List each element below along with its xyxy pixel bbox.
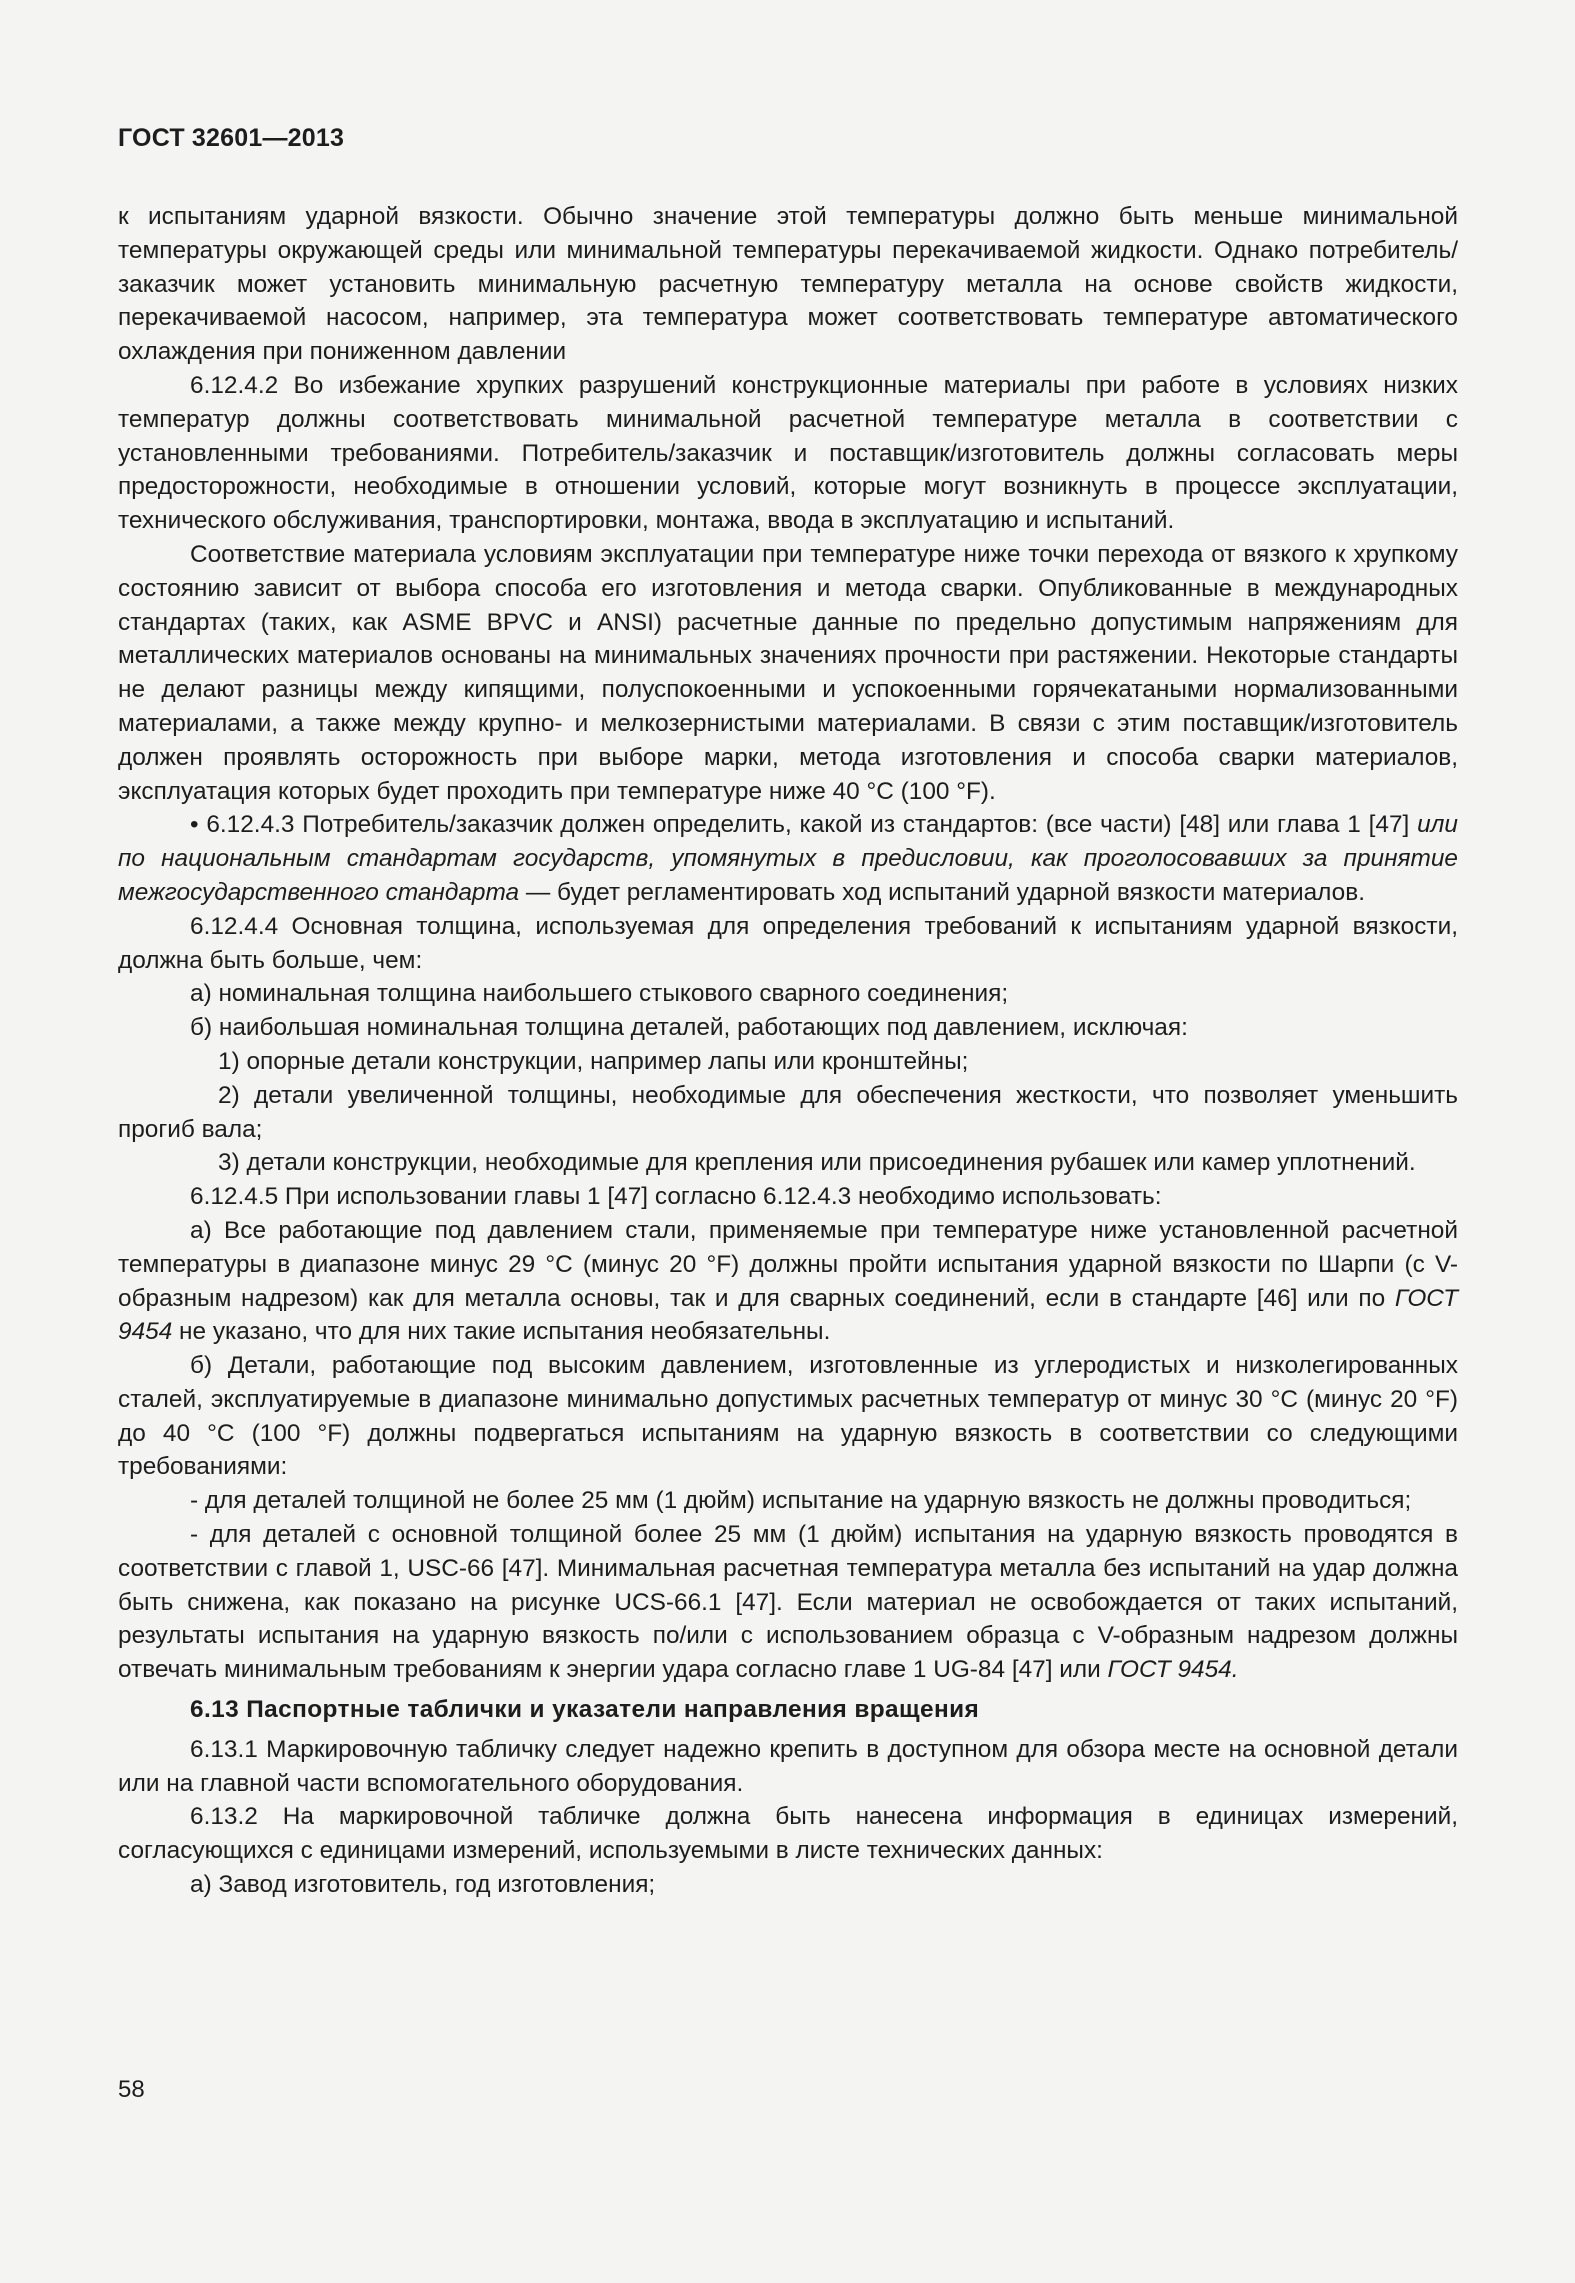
paragraph: - для деталей с основной толщиной более 25 мм (1 дюйм) испытания на ударную вязкость проводятся в соответствии с главой 1, USC-66 [47]. Минимальная расчетная температура металла без испытаний на удар должна быть снижена, как показано на рисунке UCS-66.1 [47]. Если материал не освобождается от таких испытаний, результаты испытания на ударную вязкость по/или с использованием образца с V-образным надрезом должны отвечать минимальным требованиям к энергии удара согласно главе 1 UG-84 [47] или ГОСТ 9454. [118,1521,1458,1684]
paragraph: 3) детали конструкции, необходимые для крепления или присоединения рубашек или камер уплотнений. [218,1149,1416,1177]
paragraph: а) номинальная толщина наибольшего стыкового сварного соединения; [190,980,1009,1008]
document-body [118,200,1458,1902]
paragraph: 6.12.4.5 При использовании главы 1 [47] согласно 6.12.4.3 необходимо использовать: [190,1183,1162,1211]
paragraph: 2) детали увеличенной толщины, необходимые для обеспечения жесткости, что позволяет уменьшить прогиб вала; [118,1081,1458,1143]
paragraph: б) Детали, работающие под высоким давлением, изготовленные из углеродистых и низколегированных сталей, эксплуатируемые в диапазоне минимально допустимых расчетных температур от минус 30 °C (минус 20 °F) до 40 °C (100 °F) должны подвергаться испытаниям на ударную вязкость в соответствии со следующими требованиями: [118,1352,1458,1481]
paragraph: б) наибольшая номинальная толщина деталей, работающих под давлением, исключая: [190,1014,1188,1042]
page-number: 58 [118,2076,145,2103]
paragraph: а) Завод изготовитель, год изготовления; [190,1871,656,1899]
document-header: ГОСТ 32601—2013 [118,124,345,152]
paragraph: Соответствие материала условиям эксплуатации при температуре ниже точки перехода от вязкого к хрупкому состоянию зависит от выбора способа его изготовления и метода сварки. Опубликованные в международных стандартах (таких, как ASME BPVC и ANSI) расчетные данные по предельно допустимым напряжениям для металлических материалов основаны на минимальных значениях прочности при растяжении. Некоторые стандарты не делают разницы между кипящими, полуспокоенными и успокоенными горячекатаными нормализованными материалами, а также между крупно- и мелкозернистыми материалами. В связи с этим поставщик/изготовитель должен проявлять осторожность при выборе марки, метода изготовления и способа сварки материалов, эксплуатация которых будет проходить при температуре ниже 40 °C (100 °F). [118,540,1458,805]
paragraph: 6.12.4.2 Во избежание хрупких разрушений конструкционные материалы при работе в условиях низких температур должны соответствовать минимальной расчетной температуре металла в соответствии с установленными требованиями. Потребитель/заказчик и поставщик/изготовитель должны согласовать меры предосторожности, необходимые в отношении условий, которые могут возникнуть в процессе эксплуатации, технического обслуживания, транспортировки, монтажа, ввода в эксплуатацию и испытаний. [118,371,1458,535]
paragraph: а) Все работающие под давлением стали, применяемые при температуре ниже установленной расчетной температуры в диапазоне минус 29 °C (минус 20 °F) должны пройти испытания ударной вязкости по Шарпи (с V-образным надрезом) как для металла основы, так и для сварных соединений, если в стандарте [46] или по ГОСТ 9454 не указано, что для них такие испытания необязательны. [118,1216,1458,1346]
paragraph: - для деталей толщиной не более 25 мм (1 дюйм) испытание на ударную вязкость не должны проводиться; [190,1487,1412,1515]
paragraph: • 6.12.4.3 Потребитель/заказчик должен определить, какой из стандартов: (все части) [48] или глава 1 [47] или по национальным стандартам государств, упомянутых в предисловии, как проголосовавших за принятие межгосударственного стандарта — будет регламентировать ход испытаний ударной вязкости материалов. [118,811,1458,906]
paragraph: 6.13.2 На маркировочной табличке должна быть нанесена информация в единицах измерений, согласующихся с единицами измерений, используемыми в листе технических данных: [118,1803,1458,1865]
section-heading: 6.13 Паспортные таблички и указатели направления вращения [190,1696,980,1724]
paragraph: 6.12.4.4 Основная толщина, используемая для определения требований к испытаниям ударной вязкости, должна быть больше, чем: [118,912,1458,974]
paragraph: к испытаниям ударной вязкости. Обычно значение этой температуры должно быть меньше минимальной температуры окружающей среды или минимальной температуры перекачиваемой жидкости. Однако потребитель/заказчик может установить минимальную расчетную температуру металла на основе свойств жидкости, перекачиваемой насосом, например, эта температура может соответствовать температуре автоматического охлаждения при пониженном давлении [118,203,1458,366]
paragraph: 1) опорные детали конструкции, например лапы или кронштейны; [218,1047,969,1075]
paragraph: 6.13.1 Маркировочную табличку следует надежно крепить в доступном для обзора месте на основной детали или на главной части вспомогательного оборудования. [118,1735,1458,1797]
